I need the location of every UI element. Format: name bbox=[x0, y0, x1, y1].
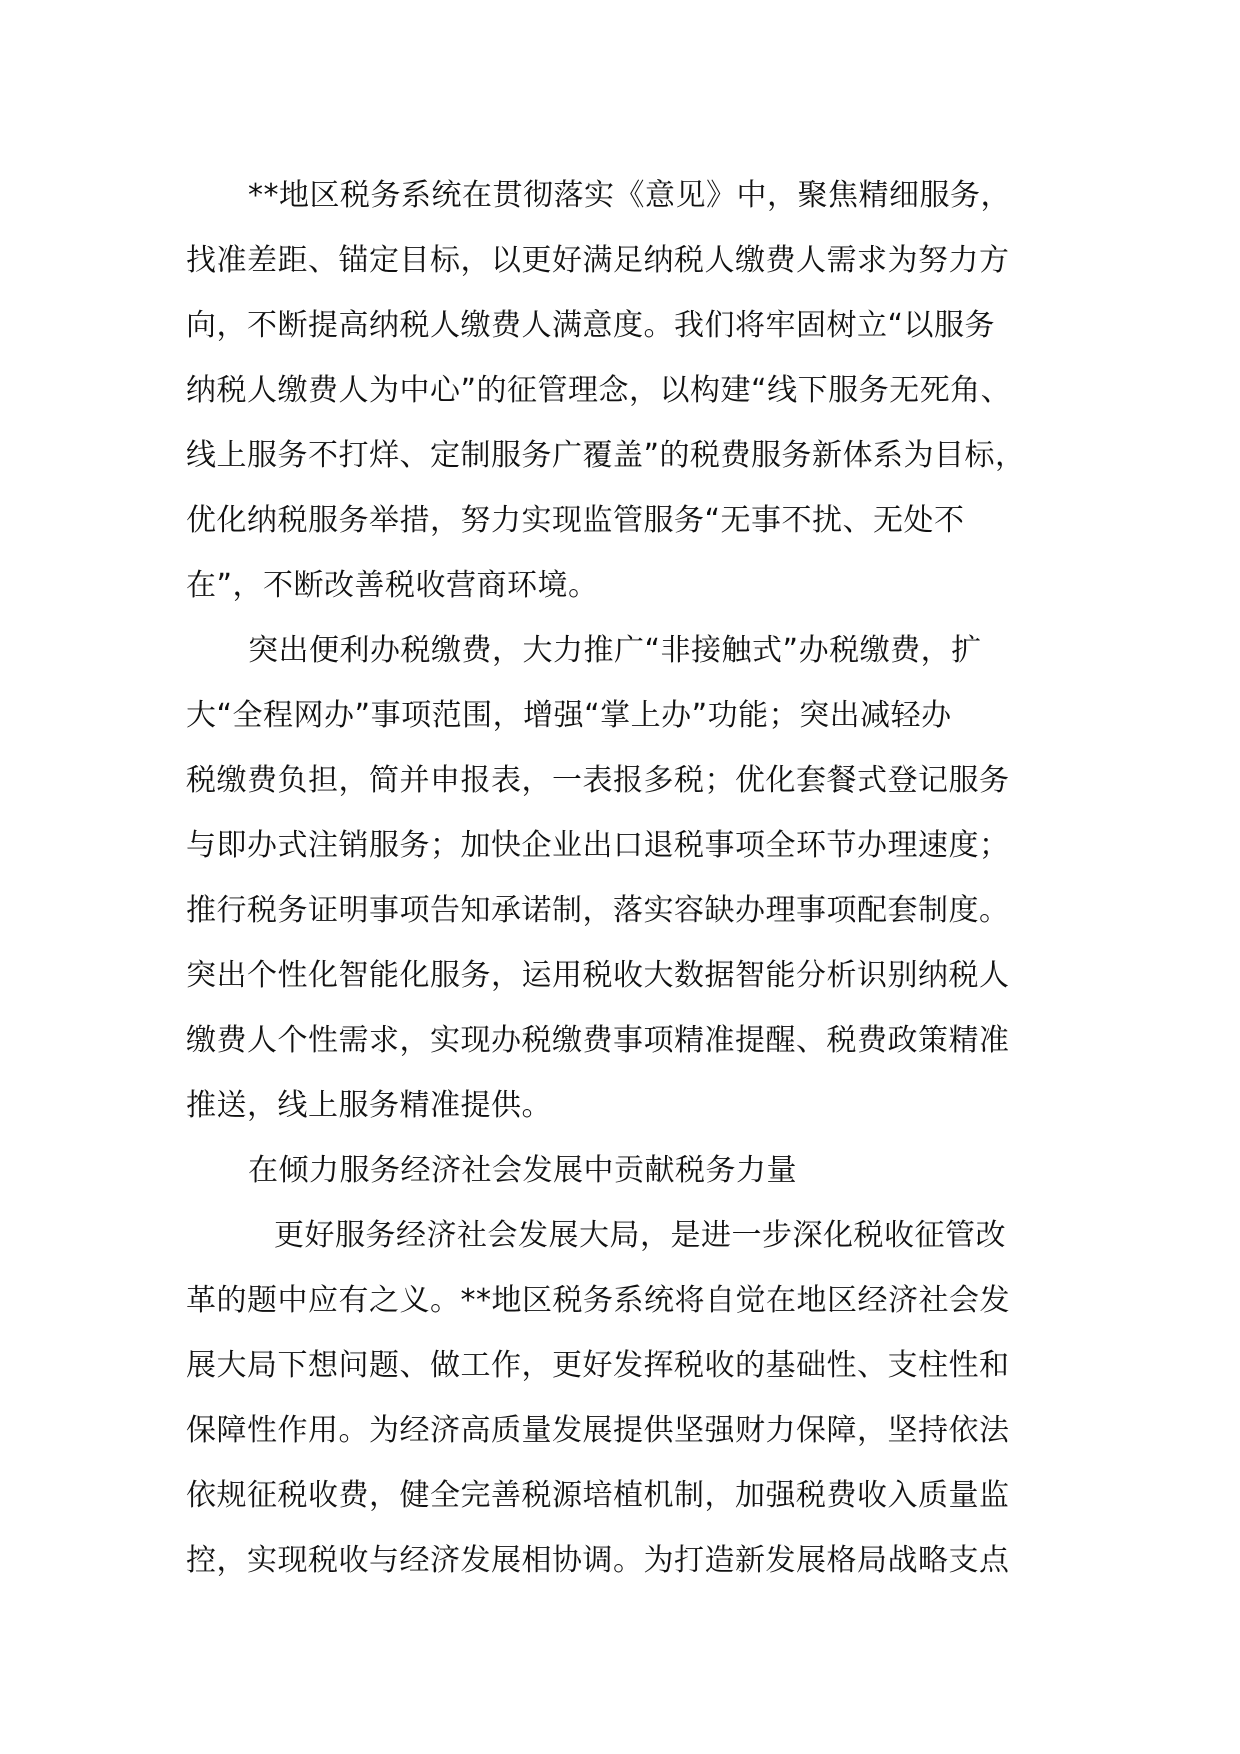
paragraph-line: 优化纳税服务举措，努力实现监管服务“无事不扰、无处不 bbox=[186, 503, 965, 538]
paragraph-line: 大“全程网办”事项范围，增强“掌上办”功能；突出减轻办 bbox=[186, 698, 952, 733]
paragraph-line: 更好服务经济社会发展大局，是进一步深化税收征管改 bbox=[274, 1218, 1006, 1253]
paragraph-line: 控，实现税收与经济发展相协调。为打造新发展格局战略支点 bbox=[186, 1543, 1010, 1578]
paragraph-line: 与即办式注销服务；加快企业出口退税事项全环节办理速度； bbox=[186, 828, 1010, 863]
paragraph-line: **地区税务系统在贯彻落实《意见》中，聚焦精细服务， bbox=[248, 178, 1011, 213]
paragraph-line: 突出便利办税缴费，大力推广“非接触式”办税缴费，扩 bbox=[248, 633, 982, 668]
paragraph-line: 纳税人缴费人为中心”的征管理念，以构建“线下服务无死角、 bbox=[186, 373, 1012, 408]
paragraph-line: 革的题中应有之义。**地区税务系统将自觉在地区经济社会发 bbox=[186, 1283, 1010, 1318]
paragraph-line: 展大局下想问题、做工作，更好发挥税收的基础性、支柱性和 bbox=[186, 1348, 1010, 1383]
document-body bbox=[186, 163, 1086, 1593]
paragraph-line: 税缴费负担，简并申报表，一表报多税；优化套餐式登记服务 bbox=[186, 763, 1010, 798]
paragraph-line: 缴费人个性需求，实现办税缴费事项精准提醒、税费政策精准 bbox=[186, 1023, 1010, 1058]
paragraph-line: 突出个性化智能化服务，运用税收大数据智能分析识别纳税人 bbox=[186, 958, 1010, 993]
paragraph-line: 找准差距、锚定目标，以更好满足纳税人缴费人需求为努力方 bbox=[186, 243, 1010, 278]
paragraph-line: 推行税务证明事项告知承诺制，落实容缺办理事项配套制度。 bbox=[186, 893, 1010, 928]
paragraph-line: 依规征税收费，健全完善税源培植机制，加强税费收入质量监 bbox=[186, 1478, 1010, 1513]
section-heading: 在倾力服务经济社会发展中贡献税务力量 bbox=[248, 1153, 797, 1188]
paragraph-line: 在”，不断改善税收营商环境。 bbox=[186, 568, 599, 603]
paragraph-line: 向，不断提高纳税人缴费人满意度。我们将牢固树立“以服务 bbox=[186, 308, 996, 343]
paragraph-line: 保障性作用。为经济高质量发展提供坚强财力保障，坚持依法 bbox=[186, 1413, 1010, 1448]
paragraph-line: 推送，线上服务精准提供。 bbox=[186, 1088, 552, 1123]
paragraph-line: 线上服务不打烊、定制服务广覆盖”的税费服务新体系为目标， bbox=[186, 438, 1026, 473]
